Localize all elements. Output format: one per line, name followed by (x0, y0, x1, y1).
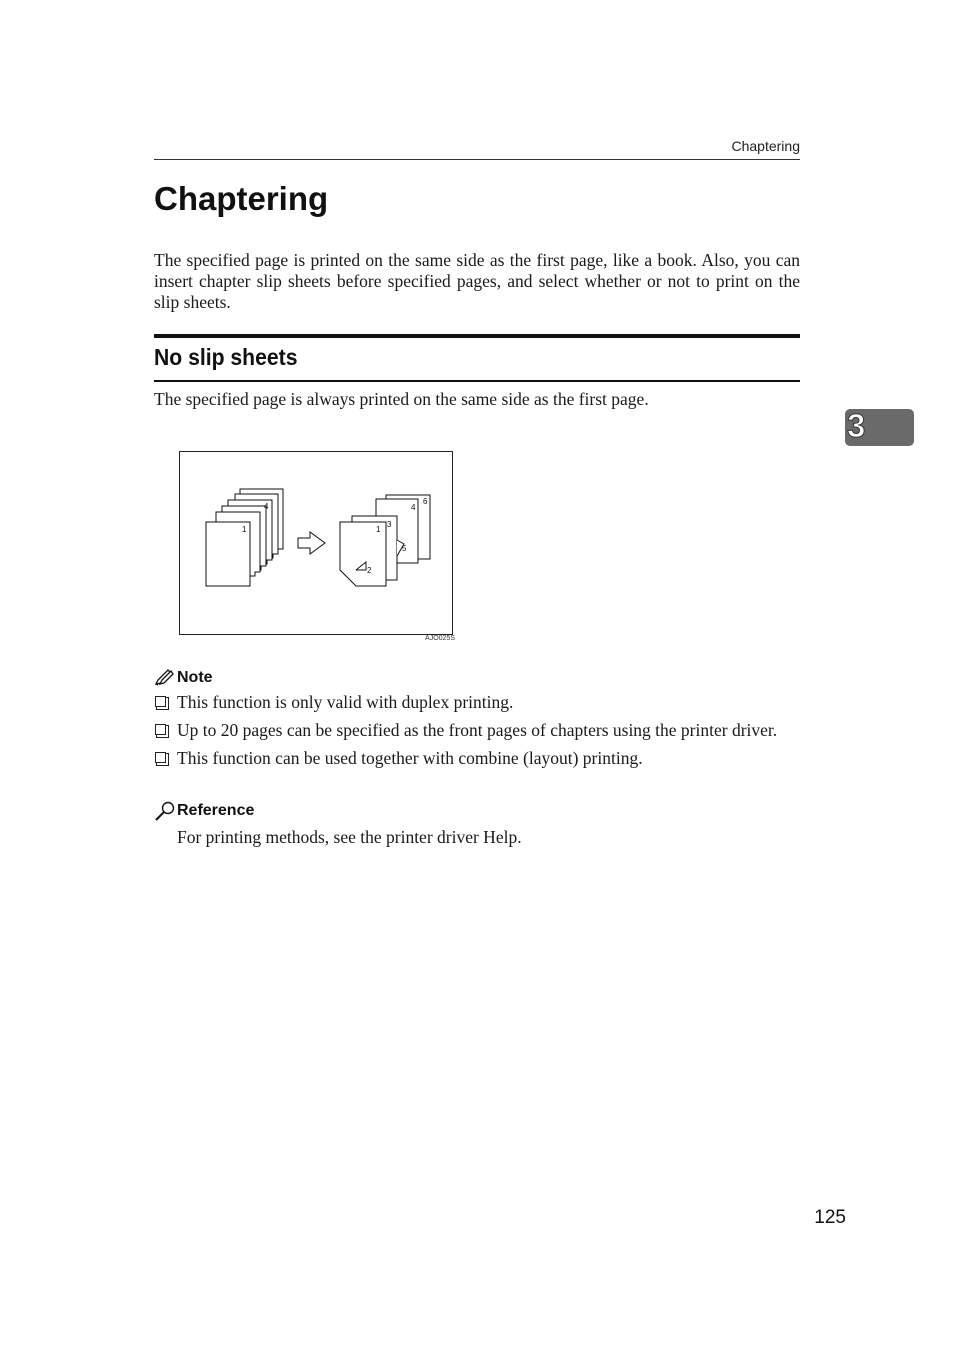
running-header: Chaptering (731, 138, 800, 154)
right-label-4: 4 (411, 503, 416, 512)
chapter-tab (845, 409, 914, 446)
note-item-text: This function is only valid with duplex printing. (177, 692, 514, 712)
right-label-2: 2 (367, 566, 372, 575)
note-label: Note (177, 669, 213, 686)
section-title: No slip sheets (154, 344, 298, 370)
checkbox-bullet-icon (155, 724, 166, 735)
chapter-number: 3 (847, 407, 866, 444)
left-label-1: 1 (242, 525, 247, 534)
section-top-rule (154, 334, 800, 338)
right-label-3: 3 (387, 520, 392, 529)
note-item-text: This function can be used together with combine (layout) printing. (177, 748, 643, 768)
left-page-stack (206, 489, 283, 586)
magnifier-icon (154, 801, 176, 821)
chaptering-illustration (180, 452, 454, 636)
page-number: 125 (814, 1207, 846, 1228)
reference-label: Reference (177, 802, 255, 819)
figure-code: AJO025S (425, 635, 455, 642)
note-heading (154, 669, 213, 687)
right-arrow-icon (298, 532, 325, 554)
note-item (154, 692, 800, 712)
page-title: Chaptering (154, 180, 329, 217)
section-bottom-rule (154, 380, 800, 382)
checkbox-bullet-icon (155, 696, 166, 707)
intro-paragraph: The specified page is printed on the same side as the first page, like a book. Also, you can insert chapter slip sheets before specified pages, and select whether or not to print on the slip sheets. (154, 250, 800, 312)
checkbox-bullet-icon (155, 752, 166, 763)
right-label-5: 5 (402, 544, 407, 553)
right-label-6: 6 (423, 497, 428, 506)
pencil-icon (154, 669, 174, 687)
note-item-text: Up to 20 pages can be specified as the front pages of chapters using the printer driver. (177, 720, 778, 740)
header-rule (154, 159, 800, 160)
note-list (154, 692, 800, 776)
illustration-frame (179, 451, 453, 635)
section-body: The specified page is always printed on the same side as the first page. (154, 389, 649, 409)
reference-body: For printing methods, see the printer driver Help. (177, 827, 522, 847)
right-label-1: 1 (376, 525, 381, 534)
right-page-stack (340, 495, 430, 586)
note-item (154, 720, 800, 740)
left-label-4: 4 (264, 502, 269, 511)
note-item (154, 748, 800, 768)
reference-heading (154, 801, 254, 821)
